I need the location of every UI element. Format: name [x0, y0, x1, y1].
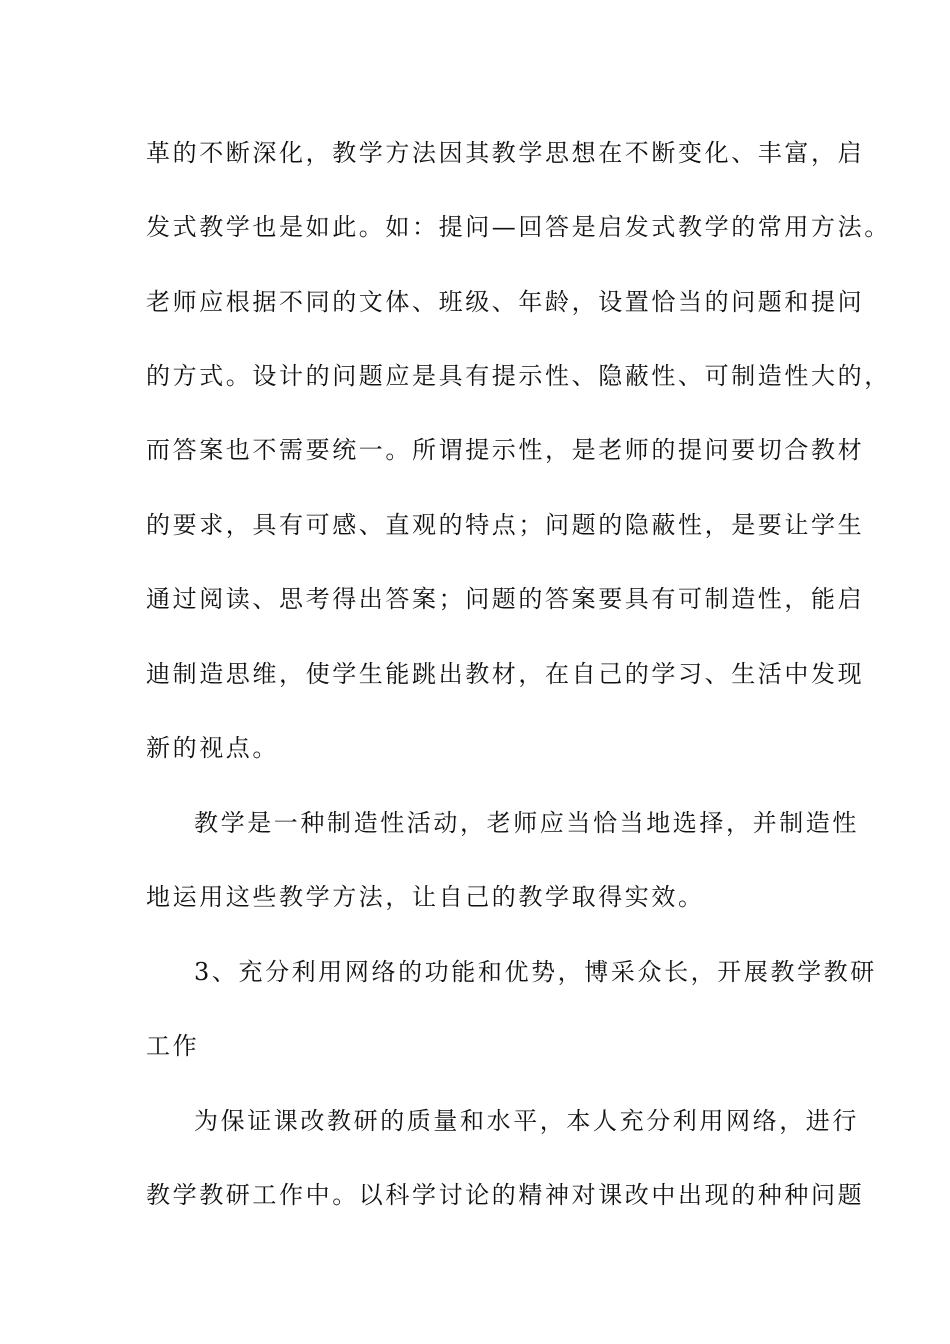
paragraph-first-line: 教学是一种制造性活动，老师应当恰当地选择，并制造性	[194, 809, 859, 837]
text-line: 发式教学也是如此。如：提问—回答是启发式教学的常用方法。	[146, 213, 891, 241]
text-line: 新的视点。	[146, 734, 279, 762]
paragraph-first-line: 为保证课改教研的质量和水平，本人充分利用网络，进行	[194, 1107, 859, 1135]
text-line: 通过阅读、思考得出答案；问题的答案要具有可制造性，能启	[146, 585, 865, 613]
text-line: 的方式。设计的问题应是具有提示性、隐蔽性、可制造性大的，	[146, 362, 891, 390]
text-line: 地运用这些教学方法，让自己的教学取得实效。	[146, 883, 705, 911]
section-heading: 3、充分利用网络的功能和优势，博采众长，开展教学教研	[194, 958, 877, 986]
text-line: 迪制造思维，使学生能跳出教材，在自己的学习、生活中发现	[146, 660, 865, 688]
section-heading-continuation: 工作	[146, 1032, 200, 1060]
text-line: 而答案也不需要统一。所谓提示性，是老师的提问要切合教材	[146, 436, 865, 464]
text-line: 老师应根据不同的文体、班级、年龄，设置恰当的问题和提问	[146, 288, 865, 316]
text-line: 的要求，具有可感、直观的特点；问题的隐蔽性，是要让学生	[146, 511, 865, 539]
text-line: 教学教研工作中。以科学讨论的精神对课改中出现的种种问题	[146, 1181, 865, 1209]
text-line: 革的不断深化，教学方法因其教学思想在不断变化、丰富，启	[146, 139, 865, 167]
